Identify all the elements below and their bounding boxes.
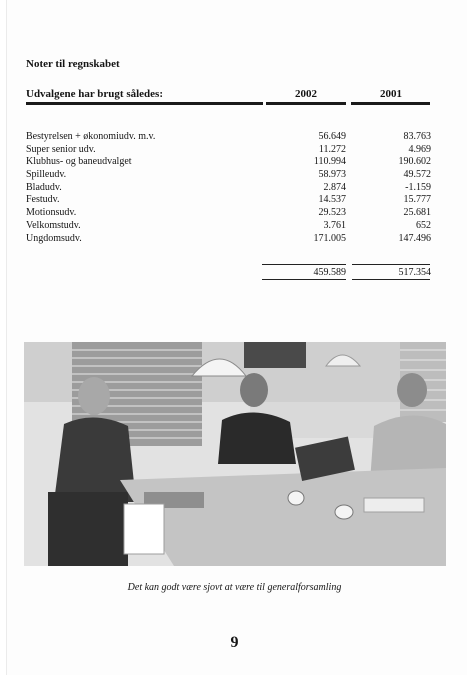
value-2002: 58.973	[318, 169, 346, 181]
row-label: Spilleudv.	[26, 169, 67, 181]
value-2001: -1.159	[405, 181, 431, 193]
table-row	[26, 144, 436, 157]
value-2001: 652	[416, 219, 431, 231]
row-label: Festudv.	[26, 194, 60, 206]
table-row	[26, 220, 436, 233]
row-label: Super senior udv.	[26, 143, 96, 155]
value-2001: 25.681	[403, 207, 431, 219]
table-row	[26, 182, 436, 195]
value-2002: 110.994	[313, 156, 346, 168]
header-rule-2002	[266, 102, 346, 105]
sum-rule-2001-bottom	[352, 279, 430, 280]
value-2002: 29.523	[318, 207, 346, 219]
value-2002: 11.272	[318, 143, 346, 155]
value-2001: 83.763	[403, 131, 431, 142]
photo-caption: Det kan godt være sjovt at være til generalforsamling	[127, 582, 342, 593]
page-number: 9	[230, 634, 239, 651]
page-title: Noter til regnskabet	[26, 58, 120, 70]
value-2001: 190.602	[398, 156, 431, 168]
value-2002: 14.537	[318, 194, 346, 206]
table-header-label: Udvalgene har brugt således:	[26, 88, 163, 100]
table-row	[26, 233, 436, 246]
column-header-2002: 2002	[295, 88, 317, 100]
sum-rule-2001-top	[352, 264, 430, 265]
total-2002: 459.589	[313, 267, 346, 278]
row-label: Bestyrelsen + økonomiudv. m.v.	[26, 131, 156, 142]
expense-table	[26, 131, 436, 245]
row-label: Klubhus- og baneudvalget	[26, 156, 132, 168]
header-rule-2001	[351, 102, 430, 105]
row-label: Ungdomsudv.	[26, 232, 82, 244]
value-2001: 15.777	[403, 194, 431, 206]
sum-rule-2002-bottom	[262, 279, 346, 280]
value-2001: 147.496	[398, 232, 431, 244]
value-2002: 3.761	[323, 219, 346, 231]
header-rule-label	[26, 102, 263, 105]
value-2002: 56.649	[318, 131, 346, 142]
value-2002: 171.005	[313, 232, 346, 244]
row-label: Bladudv.	[26, 181, 62, 193]
value-2002: 2.874	[323, 181, 346, 193]
table-row	[26, 194, 436, 207]
total-2001: 517.354	[398, 267, 431, 278]
column-header-2001: 2001	[380, 88, 402, 100]
row-label: Velkomstudv.	[26, 219, 81, 231]
value-2001: 4.969	[408, 143, 431, 155]
row-label: Motionsudv.	[26, 207, 77, 219]
table-row	[26, 156, 436, 169]
table-row	[26, 207, 436, 220]
meeting-photo	[24, 342, 446, 566]
table-row	[26, 131, 436, 144]
sum-rule-2002-top	[262, 264, 346, 265]
value-2001: 49.572	[403, 169, 431, 181]
table-row	[26, 169, 436, 182]
